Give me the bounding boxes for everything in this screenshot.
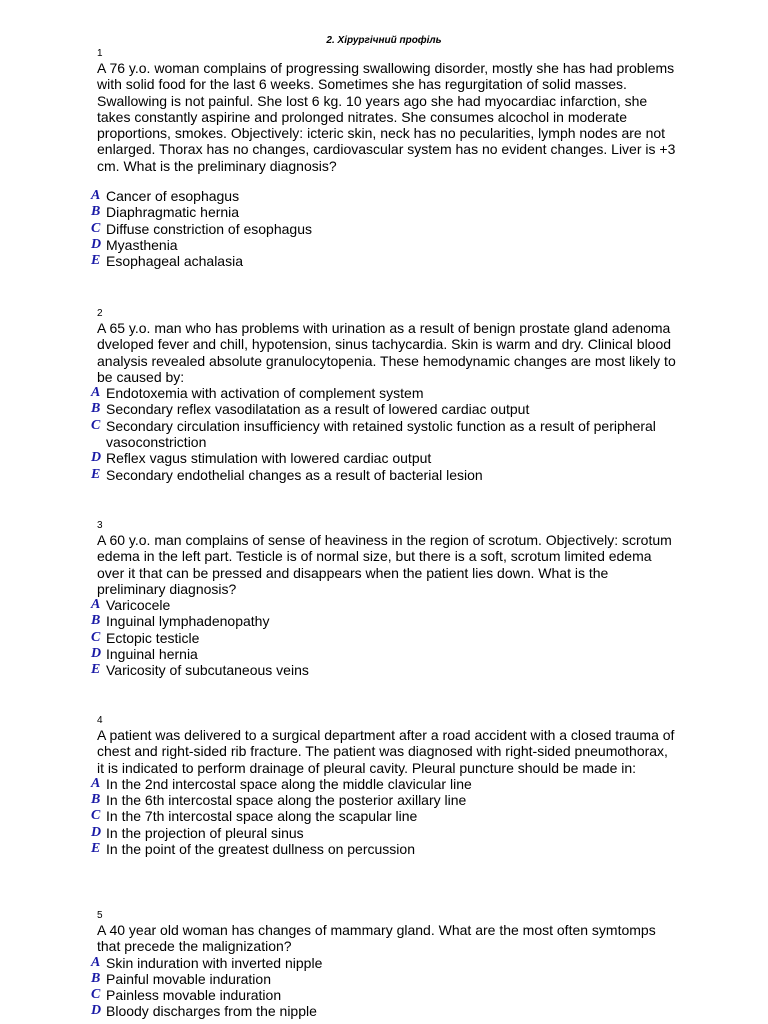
option-text: Varicosity of subcutaneous veins [106, 662, 309, 679]
question-1 [91, 48, 676, 270]
answer-options [91, 775, 676, 858]
option-e [91, 662, 676, 679]
option-text: Secondary endothelial changes as a result of bacterial lesion [106, 466, 483, 483]
option-letter: A [91, 385, 101, 401]
option-text: In the 2nd intercostal space along the middle clavicular line [106, 775, 472, 792]
option-e [91, 466, 676, 483]
option-letter: C [91, 417, 101, 433]
option-a [91, 597, 676, 614]
option-b [91, 204, 676, 221]
option-a [91, 954, 676, 971]
option-text: Secondary reflex vasodilatation as a result of lowered cardiac output [106, 401, 530, 418]
question-number: 3 [97, 520, 103, 531]
option-letter: B [91, 401, 101, 417]
option-letter: C [91, 220, 101, 236]
option-a [91, 188, 676, 205]
question-text: A 76 y.o. woman complains of progressing swallowing disorder, mostly she has had problems with solid food for the last 6 weeks. Sometimes she has regurgitation of solid masses. Swallowing is not painful. She lost 6 kg. 10 years ago she had myocardiac infarction, she takes constantly aspirine and prolonged nitrates. She consumes alcochol in moderate proportions, smokes. Objectively: icteric skin, neck has no pecularities, lymph nodes are not enlarged. Thorax has no changes, cardiovascular system has no evident changes. Liver is +3 cm. What is the preliminary diagnosis? [97, 60, 676, 174]
option-text: In the 6th intercostal space along the posterior axillary line [106, 792, 467, 809]
option-a [91, 385, 676, 402]
option-c [91, 629, 676, 646]
question-text: A patient was delivered to a surgical department after a road accident with a closed trauma of chest and right-sided rib fracture. The patient was diagnosed with right-sided pneumothorax, it is indicated to perform drainage of pleural cavity. Pleural puncture should be made in: [97, 727, 675, 776]
option-d [91, 1003, 676, 1020]
option-letter: D [91, 646, 102, 662]
option-b [91, 613, 676, 630]
option-letter: D [91, 236, 102, 252]
option-letter: A [91, 188, 101, 204]
option-text: In the projection of pleural sinus [106, 824, 304, 841]
option-d [91, 236, 676, 253]
option-letter: B [91, 970, 101, 986]
question-5 [91, 910, 676, 1020]
option-text: In the 7th intercostal space along the scapular line [106, 808, 418, 825]
option-d [91, 450, 676, 467]
option-text: Painless movable induration [106, 987, 282, 1004]
option-text: Cancer of esophagus [106, 188, 240, 205]
question-number: 2 [97, 308, 103, 319]
option-text: Skin induration with inverted nipple [106, 954, 323, 971]
option-letter: C [91, 808, 101, 824]
option-b [91, 970, 676, 987]
option-letter: E [91, 662, 101, 678]
option-e [91, 841, 676, 858]
option-c [91, 220, 676, 237]
question-4 [91, 715, 676, 858]
option-d [91, 646, 676, 663]
option-letter: B [91, 204, 101, 220]
question-2 [91, 308, 676, 483]
option-text: Secondary circulation insufficiency with retained systolic function as a result of peripheral vasoconstriction [106, 417, 656, 451]
question-number: 5 [97, 910, 103, 921]
option-text: Diffuse constriction of esophagus [106, 220, 312, 237]
option-a [91, 775, 676, 792]
option-text: Diaphragmatic hernia [106, 204, 240, 221]
option-text: Inguinal lymphadenopathy [106, 613, 270, 630]
option-letter: D [91, 1003, 102, 1019]
option-letter: C [91, 987, 101, 1003]
option-c [91, 808, 676, 825]
answer-options [91, 385, 676, 483]
answer-options [91, 954, 676, 1020]
option-d [91, 824, 676, 841]
page-title: 2. Хірургічний профіль [326, 35, 442, 46]
question-3 [91, 520, 676, 679]
option-text: Bloody discharges from the nipple [106, 1003, 317, 1020]
option-letter: C [91, 629, 101, 645]
option-letter: D [91, 824, 102, 840]
option-e [91, 253, 676, 270]
option-letter: A [91, 954, 101, 970]
option-b [91, 792, 676, 809]
option-text: Ectopic testicle [106, 629, 200, 646]
option-letter: E [91, 841, 101, 857]
question-number: 1 [97, 48, 103, 59]
option-b [91, 401, 676, 418]
option-letter: E [91, 466, 101, 482]
option-text: Esophageal achalasia [106, 253, 243, 270]
option-c [91, 417, 676, 451]
question-text: A 60 y.o. man complains of sense of heaviness in the region of scrotum. Objectively: scrotum edema in the left part. Testicle is of normal size, but there is a soft, scrotum limited edema over it that can be pressed and disappears when the patient lies down. What is the preliminary diagnosis? [97, 532, 672, 597]
option-text: Varicocele [106, 597, 171, 614]
question-number: 4 [97, 715, 103, 726]
option-letter: B [91, 613, 101, 629]
option-letter: A [91, 597, 101, 613]
answer-options [91, 188, 676, 270]
option-text: In the point of the greatest dullness on percussion [106, 841, 415, 858]
option-letter: A [91, 775, 101, 791]
option-text: Painful movable induration [106, 970, 271, 987]
option-letter: D [91, 450, 102, 466]
option-c [91, 987, 676, 1004]
question-text: A 65 y.o. man who has problems with urination as a result of benign prostate gland adenoma dveloped fever and chill, hypotension, sinus tachycardia. Skin is warm and dry. Clinical blood analysis revealed absolute granulocytopenia. These hemodynamic changes are most likely to be caused by: [97, 320, 676, 385]
option-text: Endotoxemia with activation of complement system [106, 385, 424, 402]
answer-options [91, 597, 676, 679]
option-text: Myasthenia [106, 236, 178, 253]
option-text: Inguinal hernia [106, 646, 198, 663]
option-text: Reflex vagus stimulation with lowered cardiac output [106, 450, 432, 467]
question-text: A 40 year old woman has changes of mammary gland. What are the most often symtomps that precede the malignization? [97, 922, 656, 955]
option-letter: B [91, 792, 101, 808]
option-letter: E [91, 253, 101, 269]
